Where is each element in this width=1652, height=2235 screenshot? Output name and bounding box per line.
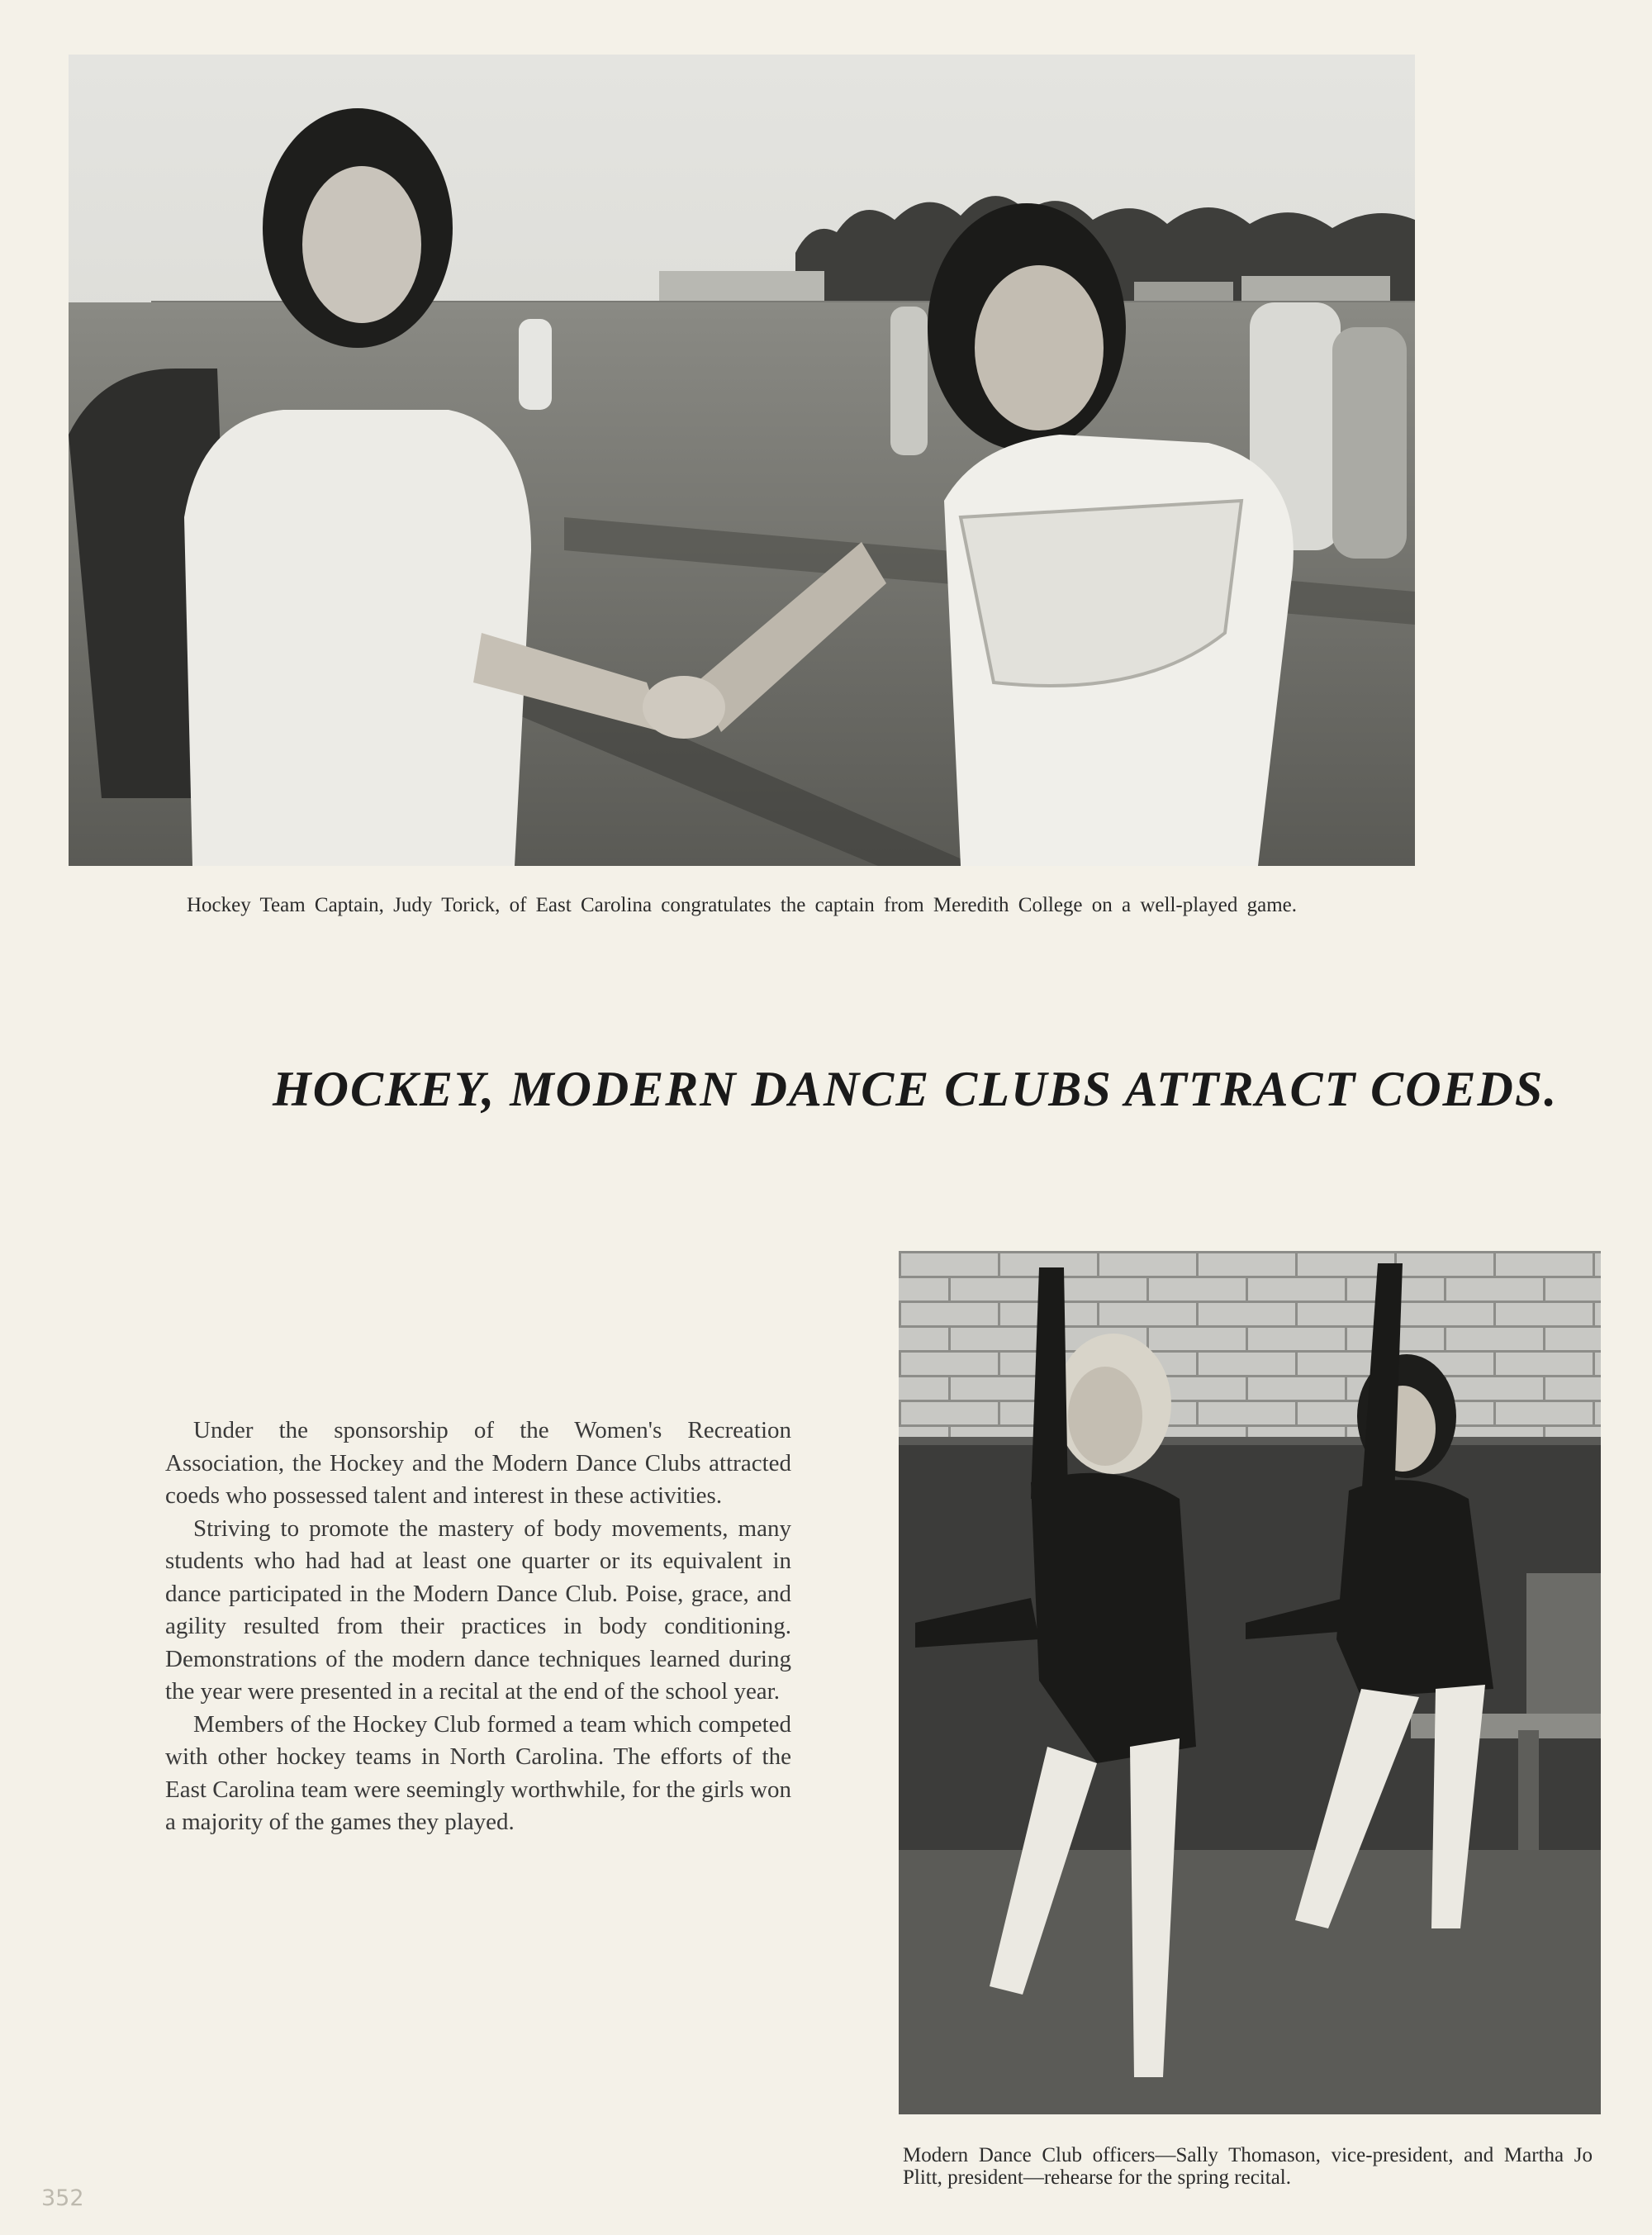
article-body	[165, 1415, 791, 1839]
page-headline: HOCKEY, MODERN DANCE CLUBS ATTRACT COEDS.	[273, 1062, 1559, 1116]
article-paragraph: Striving to promote the mastery of body movements, many students who had had at least one quarter or its equivalent in dance participated in the Modern Dance Club. Poise, grace, and agility resulted from their practices in body conditioning. Demonstrations of the modern dance techniques learned during the year were presented in a recital at the end of the school year.	[165, 1515, 791, 1705]
dance-photo-image	[899, 1251, 1601, 2114]
hockey-captains-photo	[69, 55, 1415, 866]
article-paragraph: Under the sponsorship of the Women's Recreation Association, the Hockey and the Modern Dance Clubs attracted coeds who possessed talent and interest in these activities.	[165, 1417, 791, 1509]
dance-photo-caption: Modern Dance Club officers—Sally Thomason, vice-president, and Martha Jo Plitt, president—rehearse for the spring recital.	[903, 2144, 1593, 2189]
article-paragraph: Members of the Hockey Club formed a team which competed with other hockey teams in North Carolina. The efforts of the East Carolina team were seemingly worthwhile, for the girls won a majority of the games they played.	[165, 1710, 791, 1835]
hockey-photo-caption: Hockey Team Captain, Judy Torick, of East Carolina congratulates the captain from Meredith College on a well-played game.	[186, 894, 1298, 916]
dance-officers-photo	[899, 1251, 1601, 2114]
page-number: 352	[41, 2185, 84, 2211]
hockey-photo-image	[69, 55, 1415, 866]
